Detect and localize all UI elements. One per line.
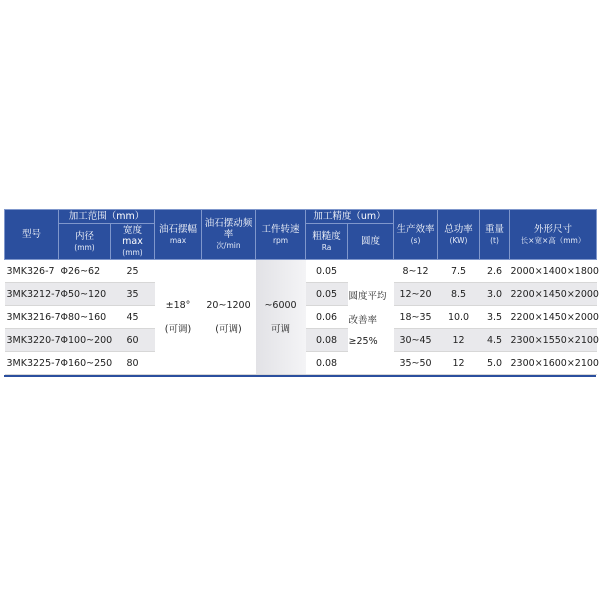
cell-efficiency: 8~12	[394, 260, 438, 283]
header-oil-swing-label: 油石摆幅	[159, 223, 198, 235]
oil-swing-value: ±18°	[165, 299, 191, 311]
spec-table-container	[4, 209, 599, 377]
header-dimensions-label: 外形尺寸	[534, 223, 573, 235]
header-speed-label: 工件转速	[261, 223, 300, 235]
header-inner-dia-label: 内径	[74, 230, 94, 242]
cell-efficiency: 35~50	[394, 352, 438, 375]
cell-weight: 2.6	[480, 260, 510, 283]
cell-model: 3MK3212-7	[5, 283, 59, 306]
header-speed	[256, 210, 306, 260]
header-efficiency-label: 生产效率	[396, 223, 435, 235]
cell-power: 7.5	[438, 260, 480, 283]
cell-inner: Φ26~62	[59, 260, 111, 283]
cell-power: 12	[438, 352, 480, 375]
cell-efficiency: 18~35	[394, 306, 438, 329]
cell-ra: 0.08	[306, 352, 348, 375]
cell-weight: 3.5	[480, 306, 510, 329]
header-model: 型号	[5, 210, 59, 260]
header-oil-swing-unit: max	[169, 235, 187, 245]
roundness-line2: 改善率	[348, 314, 378, 326]
cell-width: 80	[111, 352, 155, 375]
cell-inner: Φ50~120	[59, 283, 111, 306]
cell-power: 8.5	[438, 283, 480, 306]
roundness-line1: 圆度平均	[348, 290, 387, 302]
header-roughness-label: 粗糙度	[312, 230, 341, 242]
header-roughness	[306, 224, 348, 260]
cell-power: 12	[438, 329, 480, 352]
oil-swing-note: (可调)	[164, 323, 192, 335]
header-power-label: 总功率	[444, 223, 473, 235]
header-inner-dia	[59, 224, 111, 260]
cell-efficiency: 30~45	[394, 329, 438, 352]
speed-value: ~6000	[264, 299, 297, 311]
header-efficiency-unit: (s)	[410, 235, 421, 245]
cell-weight: 5.0	[480, 352, 510, 375]
cell-model: 3MK3216-7	[5, 306, 59, 329]
header-speed-unit: rpm	[272, 235, 289, 245]
header-width-unit: (mm)	[122, 248, 143, 257]
header-weight	[480, 210, 510, 260]
header-efficiency	[394, 210, 438, 260]
table-row	[5, 260, 597, 283]
oil-freq-note: (可调)	[215, 323, 242, 335]
oil-freq-value: 20~1200	[206, 299, 251, 311]
cell-ra: 0.08	[306, 329, 348, 352]
header-power-unit: (KW)	[449, 235, 468, 245]
spec-table	[4, 209, 597, 375]
cell-model: 3MK3220-7	[5, 329, 59, 352]
header-precision: 加工精度（um）	[306, 210, 394, 224]
cell-oil-freq	[202, 260, 256, 375]
cell-model: 3MK3225-7	[5, 352, 59, 375]
cell-dimensions: 2300×1600×2100	[510, 352, 597, 375]
header-roundness: 圆度	[348, 224, 394, 260]
cell-power: 10.0	[438, 306, 480, 329]
cell-dimensions: 2200×1450×2000	[510, 283, 597, 306]
header-roughness-unit: Ra	[321, 242, 332, 252]
cell-oil-swing	[155, 260, 202, 375]
cell-ra: 0.06	[306, 306, 348, 329]
cell-ra: 0.05	[306, 283, 348, 306]
cell-width: 60	[111, 329, 155, 352]
header-dimensions	[510, 210, 597, 260]
cell-dimensions: 2000×1400×1800	[510, 260, 597, 283]
header-oil-freq	[202, 210, 256, 260]
table-header	[5, 210, 597, 260]
cell-speed	[256, 260, 306, 375]
header-width	[111, 224, 155, 260]
cell-weight: 4.5	[480, 329, 510, 352]
roundness-line3: ≥25%	[348, 335, 378, 347]
cell-width: 45	[111, 306, 155, 329]
header-weight-label: 重量	[485, 223, 505, 235]
header-oil-freq-label: 油石摆动频率	[204, 218, 253, 240]
cell-width: 35	[111, 283, 155, 306]
header-width-label: 宽度max	[122, 225, 143, 247]
cell-dimensions: 2200×1450×2000	[510, 306, 597, 329]
cell-efficiency: 12~20	[394, 283, 438, 306]
header-oil-swing	[155, 210, 202, 260]
header-weight-unit: (t)	[490, 235, 499, 245]
cell-weight: 3.0	[480, 283, 510, 306]
bottom-rule	[4, 375, 596, 377]
header-inner-dia-unit: (mm)	[74, 242, 95, 252]
cell-width: 25	[111, 260, 155, 283]
table-body	[5, 260, 597, 375]
header-power	[438, 210, 480, 260]
cell-roundness	[348, 260, 394, 375]
cell-dimensions: 2300×1550×2100	[510, 329, 597, 352]
speed-note: 可调	[271, 323, 291, 335]
header-range: 加工范围（mm）	[59, 210, 155, 224]
cell-inner: Φ80~160	[59, 306, 111, 329]
cell-ra: 0.05	[306, 260, 348, 283]
cell-inner: Φ160~250	[59, 352, 111, 375]
cell-inner: Φ100~200	[59, 329, 111, 352]
header-dimensions-unit: 长×宽×高（mm）	[520, 235, 586, 245]
header-oil-freq-unit: 次/min	[216, 241, 241, 250]
cell-model: 3MK326-7	[5, 260, 59, 283]
